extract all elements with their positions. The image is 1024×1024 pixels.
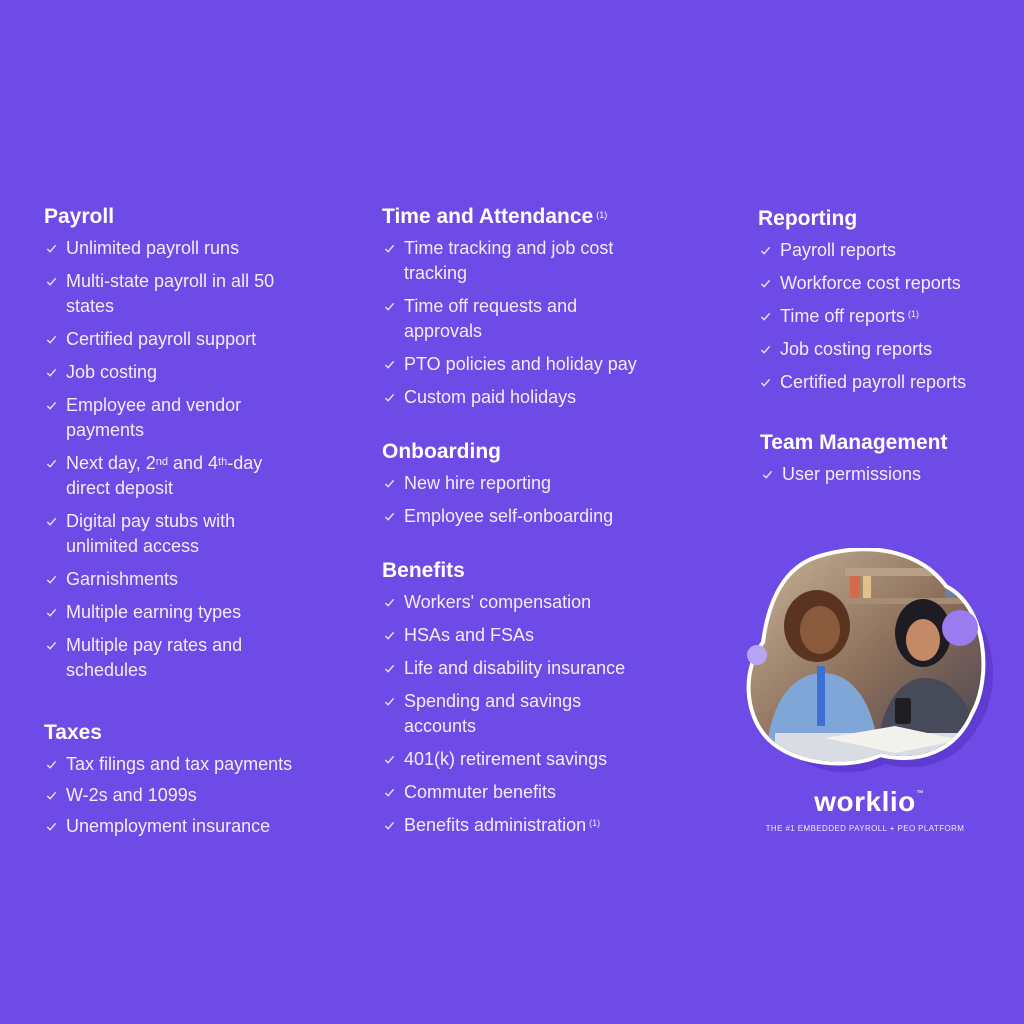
- payroll-list: [44, 236, 334, 683]
- item-label: Time off reports: [780, 306, 906, 326]
- list-item: [758, 337, 1018, 362]
- list-item: [44, 393, 334, 443]
- team-management-section: [760, 430, 1020, 495]
- check-icon: [384, 787, 395, 798]
- item-label: Time off requests and approvals: [404, 296, 578, 341]
- check-icon: [384, 696, 395, 707]
- brand-tagline: THE #1 EMBEDDED PAYROLL + PEO PLATFORM: [765, 824, 965, 833]
- people-photo: [745, 548, 995, 778]
- list-item: [382, 294, 682, 344]
- list-item: Time off reports $^{(1)}$: [758, 304, 1018, 329]
- check-icon: [46, 640, 57, 651]
- taxes-section: [44, 720, 334, 847]
- list-item: [44, 360, 334, 385]
- item-label: Payroll reports: [780, 240, 897, 260]
- onboarding-heading: Onboarding: [382, 440, 501, 463]
- list-item: [382, 504, 682, 529]
- check-icon: [384, 820, 395, 831]
- payroll-heading: Payroll: [44, 205, 115, 228]
- list-item: [382, 689, 682, 739]
- item-label: Workers' compensation: [404, 592, 592, 612]
- item-label: Time tracking and job cost tracking: [404, 238, 614, 283]
- item-label: Garnishments: [66, 569, 179, 589]
- list-item: [44, 567, 334, 592]
- item-label: Unlimited payroll runs: [66, 238, 240, 258]
- item-label: Employee self-onboarding: [404, 506, 614, 526]
- item-label: Tax filings and tax payments: [66, 754, 293, 774]
- check-icon: [384, 630, 395, 641]
- item-label: Employee and vendor payments: [66, 395, 242, 440]
- payroll-section: [44, 204, 334, 691]
- time-attendance-list: [382, 236, 682, 410]
- list-item: [44, 814, 334, 839]
- list-item: Benefits administration $^{(1)}$: [382, 813, 682, 838]
- item-label: Benefits administration: [404, 815, 587, 835]
- list-item: [44, 633, 334, 683]
- check-icon: [46, 367, 57, 378]
- check-icon: [46, 821, 57, 832]
- item-label: Digital pay stubs with unlimited access: [66, 511, 236, 556]
- check-icon: [384, 511, 395, 522]
- list-item: [44, 783, 334, 808]
- check-icon: [760, 245, 771, 256]
- check-icon: [384, 478, 395, 489]
- benefits-list: [382, 590, 682, 838]
- list-item: [44, 269, 334, 319]
- list-item: [44, 451, 334, 501]
- check-icon: [384, 301, 395, 312]
- list-item: [44, 236, 334, 261]
- item-label: Custom paid holidays: [404, 387, 577, 407]
- list-item: [760, 462, 1020, 487]
- check-icon: [46, 607, 57, 618]
- check-icon: [46, 243, 57, 254]
- list-item: [44, 327, 334, 352]
- check-icon: [46, 516, 57, 527]
- check-icon: [46, 276, 57, 287]
- list-item: [758, 370, 1018, 395]
- benefits-section: [382, 558, 682, 846]
- check-icon: [384, 754, 395, 765]
- item-label: Certified payroll support: [66, 329, 257, 349]
- list-item: [758, 271, 1018, 296]
- list-item: [382, 656, 682, 681]
- item-label: Workforce cost reports: [780, 273, 961, 293]
- item-label: Multi-state payroll in all 50 states: [66, 271, 275, 316]
- list-item: [44, 600, 334, 625]
- list-item: [382, 747, 682, 772]
- item-label: HSAs and FSAs: [404, 625, 535, 645]
- reporting-heading: Reporting: [758, 207, 858, 230]
- check-icon: [762, 469, 773, 480]
- check-icon: [46, 574, 57, 585]
- item-label: Next day, 2nd and 4th-day direct deposit: [66, 453, 263, 498]
- benefits-heading: Benefits: [382, 559, 465, 582]
- item-label: Job costing reports: [780, 339, 933, 359]
- reporting-section: [758, 206, 1018, 403]
- item-label: Multiple pay rates and schedules: [66, 635, 243, 680]
- item-label: New hire reporting: [404, 473, 552, 493]
- taxes-list: [44, 752, 334, 839]
- list-item: [382, 623, 682, 648]
- check-icon: [384, 243, 395, 254]
- item-label: W-2s and 1099s: [66, 785, 197, 805]
- item-label: Unemployment insurance: [66, 816, 271, 836]
- item-label: Life and disability insurance: [404, 658, 626, 678]
- check-icon: [760, 311, 771, 322]
- check-icon: [384, 597, 395, 608]
- team-management-list: [760, 462, 1020, 487]
- item-label: PTO policies and holiday pay: [404, 354, 637, 374]
- check-icon: [46, 759, 57, 770]
- taxes-heading: Taxes: [44, 721, 102, 744]
- check-icon: [760, 377, 771, 388]
- item-label: Job costing: [66, 362, 158, 382]
- reporting-list: [758, 238, 1018, 395]
- item-label: Multiple earning types: [66, 602, 242, 622]
- list-item: [382, 385, 682, 410]
- list-item: [382, 590, 682, 615]
- list-item: [382, 352, 682, 377]
- item-label: 401(k) retirement savings: [404, 749, 608, 769]
- item-label: Commuter benefits: [404, 782, 557, 802]
- list-item: [382, 471, 682, 496]
- list-item: [44, 752, 334, 777]
- list-item: [758, 238, 1018, 263]
- photo-illustration: [745, 548, 995, 778]
- item-label: Spending and savings accounts: [404, 691, 582, 736]
- onboarding-section: [382, 439, 682, 537]
- time-attendance-section: [382, 204, 682, 418]
- check-icon: [384, 663, 395, 674]
- check-icon: [384, 392, 395, 403]
- check-icon: [760, 278, 771, 289]
- check-icon: [46, 790, 57, 801]
- item-label: Certified payroll reports: [780, 372, 967, 392]
- team-management-heading: Team Management: [760, 431, 948, 454]
- check-icon: [760, 344, 771, 355]
- check-icon: [46, 400, 57, 411]
- worklio-logo: worklio ™: [814, 786, 924, 817]
- brand-block: [740, 786, 990, 833]
- check-icon: [46, 458, 57, 469]
- time-attendance-heading: Time and Attendance $^{(1)}$: [382, 205, 608, 228]
- check-icon: [46, 334, 57, 345]
- check-icon: [384, 359, 395, 370]
- list-item: [382, 780, 682, 805]
- item-label: User permissions: [782, 464, 922, 484]
- onboarding-list: [382, 471, 682, 529]
- list-item: [382, 236, 682, 286]
- list-item: [44, 509, 334, 559]
